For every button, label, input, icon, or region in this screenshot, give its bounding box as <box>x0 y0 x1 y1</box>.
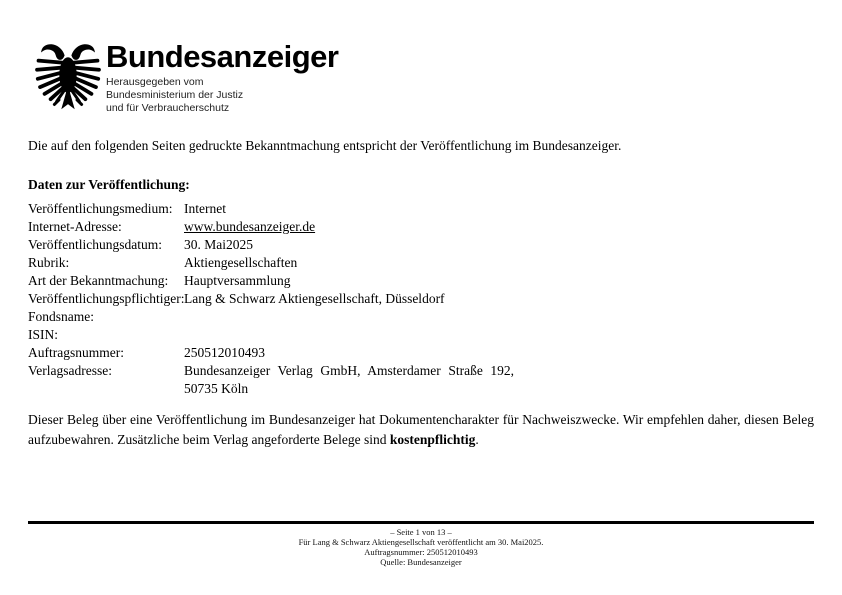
footer-source: Quelle: Bundesanzeiger <box>380 557 462 567</box>
row-value <box>184 308 628 326</box>
row-value: Lang & Schwarz Aktiengesellschaft, Düsseldorf <box>184 291 445 306</box>
row-value: Bundesanzeiger Verlag GmbH, Amsterdamer Straße 192, 50735 Köln <box>184 363 514 396</box>
masthead-publisher <box>106 76 338 115</box>
footer-order-number: Auftragsnummer: 250512010493 <box>364 547 478 557</box>
row-value: Internet <box>184 201 226 216</box>
row-label: Auftragsnummer: <box>28 345 124 360</box>
publication-data-table <box>28 200 628 398</box>
footer-published-for: Für Lang & Schwarz Aktiengesellschaft veröffentlicht am 30. Mai2025. <box>298 537 544 547</box>
publisher-line: Herausgegeben vom <box>106 76 204 88</box>
row-label: Internet-Adresse: <box>28 219 122 234</box>
row-label: Rubrik: <box>28 255 70 270</box>
notice-text: . <box>475 432 479 447</box>
table-row <box>28 236 628 254</box>
row-label: Art der Bekanntmachung: <box>28 273 169 288</box>
table-row <box>28 254 628 272</box>
table-row <box>28 326 628 344</box>
publication-data-heading: Daten zur Veröffentlichung: <box>28 177 190 192</box>
row-value <box>184 218 628 236</box>
row-value <box>184 326 628 344</box>
publisher-line: und für Verbraucherschutz <box>106 102 230 114</box>
table-row <box>28 290 628 308</box>
footer-divider <box>28 521 814 524</box>
row-value: Hauptversammlung <box>184 273 291 288</box>
row-value: 30. Mai2025 <box>184 237 253 252</box>
table-row <box>28 200 628 218</box>
notice-bold-text: kostenpflichtig <box>389 432 476 447</box>
row-label: Veröffentlichungsmedium: <box>28 201 173 216</box>
footer-page-number: – Seite 1 von 13 – <box>390 527 452 537</box>
row-label: Verlagsadresse: <box>28 363 112 378</box>
masthead <box>106 41 338 115</box>
row-value: 250512010493 <box>184 345 265 360</box>
notice-paragraph <box>28 410 814 450</box>
row-label: Fondsname: <box>28 309 94 324</box>
publisher-line: Bundesministerium der Justiz <box>106 89 244 101</box>
row-value: Aktiengesellschaften <box>184 255 298 270</box>
notice-text: Dieser Beleg über eine Veröffentlichung im Bundesanzeiger hat Dokumentencharakter für Nachweiszwecke. Wir empfehlen daher, diesen Beleg aufzubewahren. Zusätzliche beim Verlag angeforderte Belege sind <box>28 412 814 447</box>
table-row <box>28 272 628 290</box>
table-row <box>28 218 628 236</box>
federal-eagle-icon <box>34 36 102 114</box>
row-label: Veröffentlichungsdatum: <box>28 237 162 252</box>
footer <box>28 527 814 567</box>
table-row <box>28 362 628 398</box>
row-label: Veröffentlichungspflichtiger: <box>28 291 185 306</box>
intro-paragraph: Die auf den folgenden Seiten gedruckte Bekanntmachung entspricht der Veröffentlichung im Bundesanzeiger. <box>28 138 622 153</box>
table-row <box>28 308 628 326</box>
masthead-title: Bundesanzeiger <box>106 39 339 74</box>
table-row <box>28 344 628 362</box>
bundesanzeiger-url-link[interactable]: www.bundesanzeiger.de <box>184 219 316 234</box>
row-label: ISIN: <box>28 327 58 342</box>
